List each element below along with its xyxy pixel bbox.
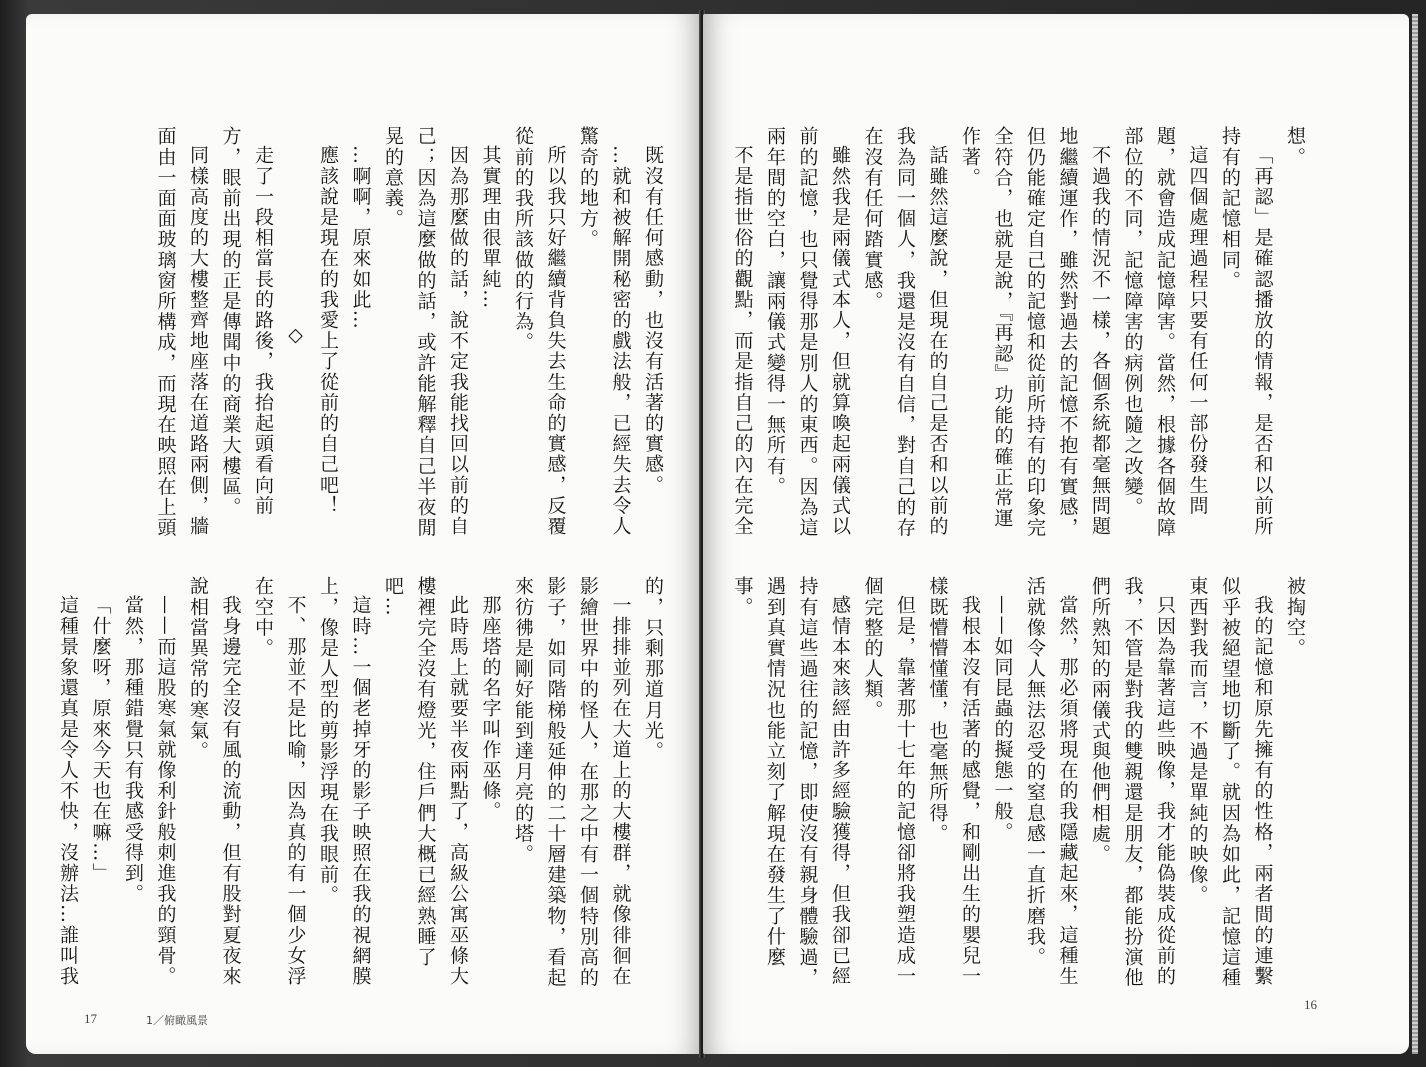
running-head: 1／俯瞰風景 — [146, 1014, 208, 1027]
page-number-17: 17 — [84, 1011, 97, 1026]
paragraph: 因為那麼做的話，說不定我能找回以前的自己；因為這麼做的話，或許能解釋自己半夜閒晃的意義。 — [382, 126, 469, 538]
paragraph: 但是，靠著那十七年的記憶卻將我塑造成一個完整的人類。 — [861, 576, 916, 987]
right-page — [703, 14, 1409, 1054]
paragraph: 我根本沒有活著的感覺，和剛出生的嬰兒一樣既懵懵懂懂，也毫無所得。 — [926, 576, 981, 987]
right-page-lower-text — [731, 576, 1311, 996]
paragraph: 一排排並列在大道上的大樓群，就像徘徊在影繪世界中的怪人，在那之中有一個特別高的影子，如同階梯般延伸的二十層建築物，看起來彷彿是剛好能到達月亮的塔。 — [512, 576, 632, 988]
paragraph: 那座塔的名字叫作巫條。 — [479, 595, 502, 822]
paragraph: 當然，那種錯覺只有我感受得到。 — [122, 595, 144, 904]
paragraph: …啊啊，原來如此… — [349, 145, 372, 331]
paragraph: 不過我的情況不一樣，各個系統都毫無問題地繼續運作，雖然對過去的記憶不抱有實感，但仍能確定自己的記憶和從前所持有的印象完全符合，也就是說，『再認』功能的確正常運作著。 — [959, 126, 1111, 538]
paragraph: 被掏空。 — [1284, 576, 1306, 659]
paragraph: 話雖然這麼說，但現在的自己是否和以前的我為同一個人，我還是沒有自信，對自己的存在沒有任何踏實感。 — [861, 126, 949, 538]
paragraph: …就和被解開秘密的戲法般，已經失去令人驚奇的地方。 — [577, 126, 632, 537]
paragraph: 這時…一個老掉牙的影子映照在我的視網膜上，像是人型的剪影浮現在我眼前。 — [317, 576, 372, 987]
paragraph: 只因為靠著這些映像，我才能偽裝成從前的我，不管是對我的雙親還是朋友，都能扮演他們所熟知的兩儀式與他們相處。 — [1089, 576, 1176, 988]
paragraph: 不、那並不是比喻，因為真的有一個少女浮在空中。 — [252, 576, 307, 987]
page-edge — [1412, 14, 1418, 1054]
right-page-upper-text — [731, 126, 1311, 546]
paragraph: 這種景象還真是令人不快，沒辦法…誰叫我 — [57, 595, 79, 987]
paragraph: 這四個處理過程只要有任何一部份發生問題，就會造成記憶障害。當然，根據各個故障部位的不同，記憶障害的病例也隨之改變。 — [1121, 126, 1209, 538]
paragraph: ——而這股寒氣就像利針般刺進我的頸骨。 — [154, 595, 177, 987]
paragraph: 我身邊完全沒有風的流動，但有股對夏夜來說相當異常的寒氣。 — [187, 576, 242, 987]
paragraph: 的，只剩那道月光。 — [642, 576, 664, 762]
paragraph: 同樣高度的大樓整齊地座落在道路兩側，牆面由一面面玻璃窗所構成，而現在映照在上頭 — [154, 126, 209, 538]
paragraph: 雖然我是兩儀式本人，但就算喚起兩儀式以前的記憶，也只覺得那是別人的東西。因為這兩年間的空白，讓兩儀式變得一無所有。 — [764, 126, 851, 538]
paragraph: 此時馬上就要半夜兩點了，高級公寓巫條大樓裡完全沒有燈光，住戶們大概已經熟睡了吧… — [382, 576, 469, 987]
paragraph: 想。 — [1284, 126, 1306, 168]
paragraph: 應該說是現在的我愛上了從前的自己吧！ — [317, 145, 339, 516]
paragraph: 「什麼呀，原來今天也在嘛…」 — [89, 595, 112, 884]
paragraph: 所以我只好繼續背負失去生命的實感，反覆從前的我所該做的行為。 — [512, 126, 567, 537]
paragraph: 走了一段相當長的路後，我抬起頭看向前方，眼前出現的正是傳聞中的商業大樓區。 — [219, 126, 274, 518]
paragraph: ——如同昆蟲的擬態一般。 — [991, 595, 1014, 843]
paragraph: 既沒有任何感動，也沒有活著的實感。 — [642, 145, 664, 496]
paragraph: 不是指世俗的觀點，而是指自己的內在完全 — [731, 145, 754, 537]
paragraph: 感情本來該經由許多經驗獲得，但我卻已經持有這些過往的記憶，即使沒有親身體驗過，遇到真實情況也能立刻了解現在發生了什麼事。 — [731, 576, 851, 988]
paragraph: 我的記憶和原先擁有的性格，兩者間的連繫似乎被絕望地切斷了。就因為如此，記憶這種東西對我而言，不過是單純的映像。 — [1186, 576, 1274, 988]
page-number-16: 16 — [1304, 997, 1317, 1012]
left-page-upper-text — [61, 126, 669, 546]
paragraph: 「再認」是確認播放的情報，是否和以前所持有的記憶相同。 — [1219, 126, 1274, 537]
paragraph: ◇ — [284, 324, 307, 348]
paragraph: 其實理由很單純… — [479, 145, 502, 310]
paragraph: 當然，那必須將現在的我隱藏起來，這種生活就像令人無法忍受的窒息感一直折磨我。 — [1024, 576, 1079, 987]
left-page-lower-text — [57, 576, 669, 996]
left-page — [26, 14, 701, 1054]
